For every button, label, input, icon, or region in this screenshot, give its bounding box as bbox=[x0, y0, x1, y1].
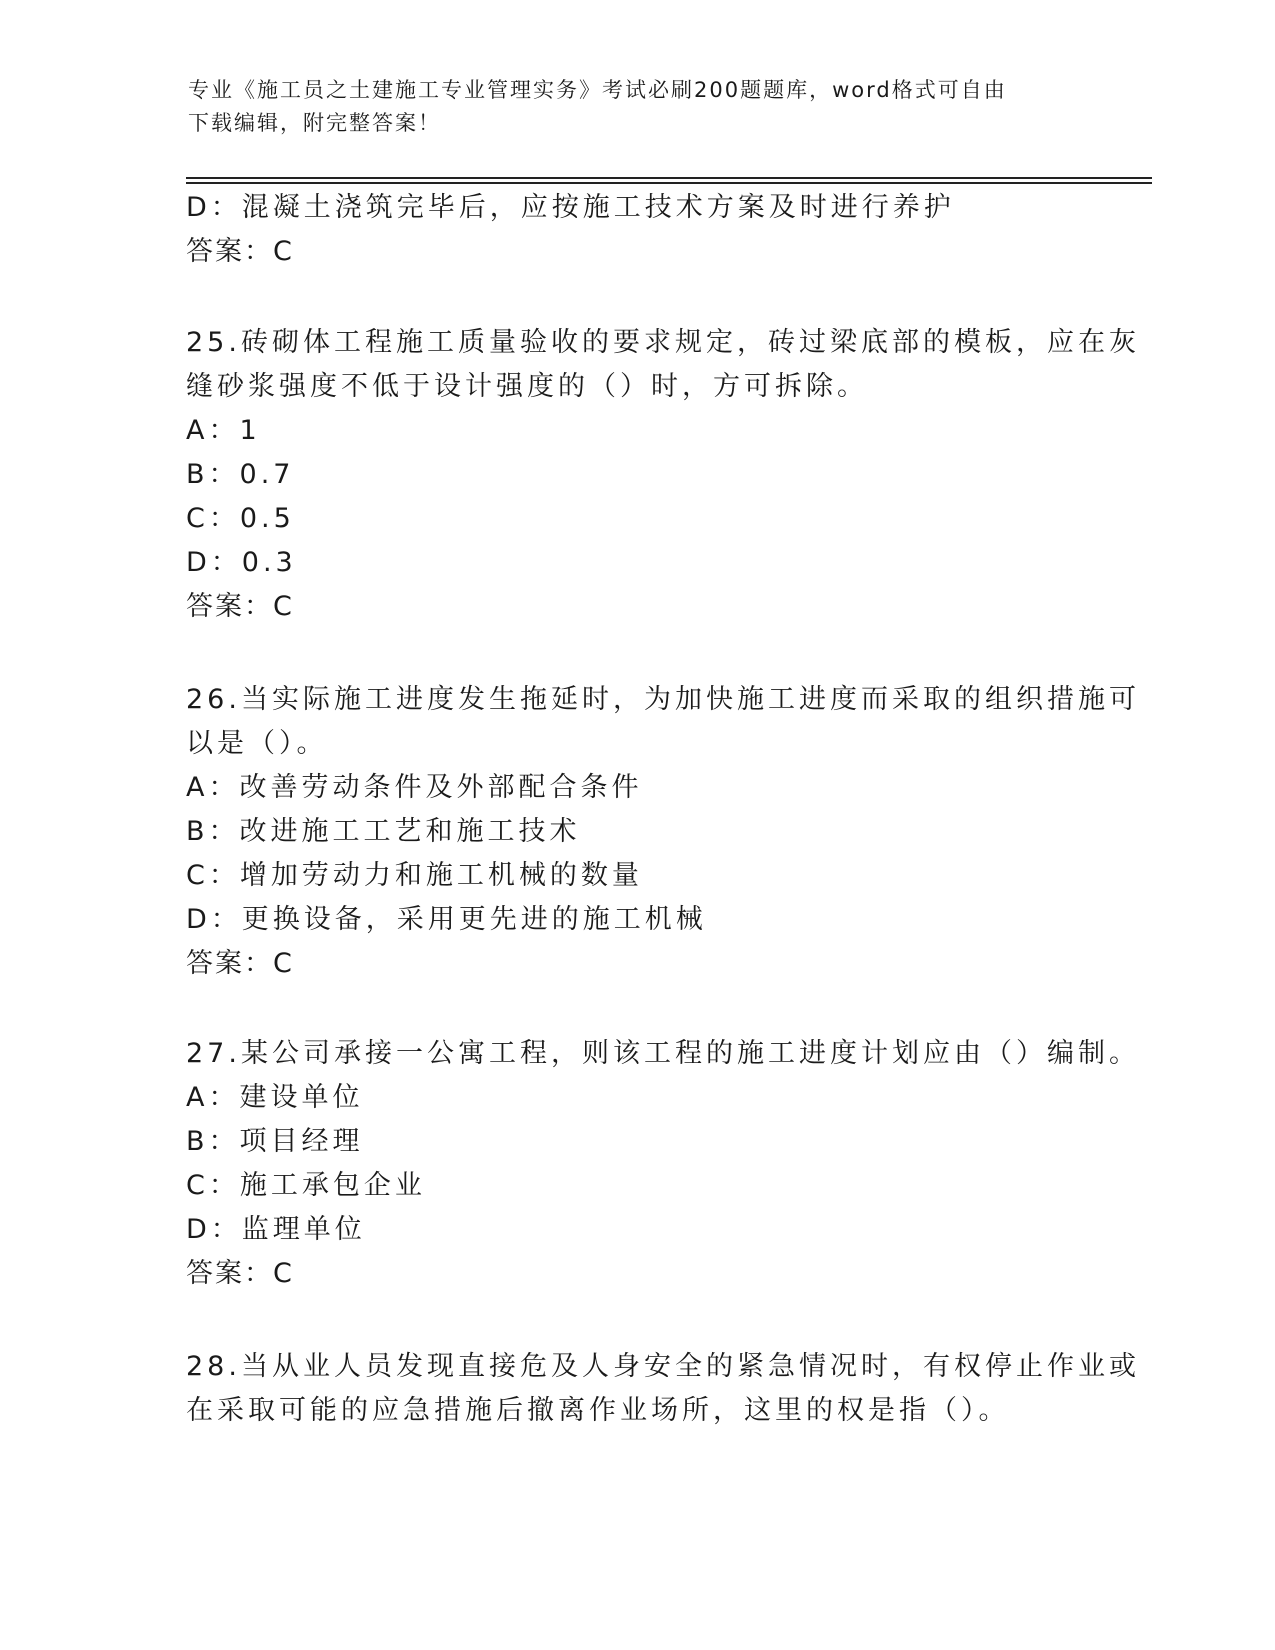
q28-stem-line-2: 在采取可能的应急措施后撤离作业场所，这里的权是指（）。 bbox=[186, 1395, 1010, 1426]
q25-answer: 答案：C bbox=[186, 591, 294, 622]
header-title-line-2: 下载编辑，附完整答案！ bbox=[188, 111, 441, 135]
q27-option-d: D：监理单位 bbox=[186, 1214, 366, 1245]
q25-option-b: B：0.7 bbox=[186, 459, 295, 490]
q28-stem-line-1: 28.当从业人员发现直接危及人身安全的紧急情况时，有权停止作业或 bbox=[186, 1351, 1140, 1382]
q25-option-a: A：1 bbox=[186, 415, 261, 446]
q27-answer: 答案：C bbox=[186, 1258, 294, 1289]
q27-option-a: A：建设单位 bbox=[186, 1082, 364, 1113]
q26-option-b: B：改进施工工艺和施工技术 bbox=[186, 816, 581, 847]
q26-stem-line-1: 26.当实际施工进度发生拖延时，为加快施工进度而采取的组织措施可 bbox=[186, 684, 1140, 715]
q27-option-b: B：项目经理 bbox=[186, 1126, 364, 1157]
document-header bbox=[188, 74, 1088, 140]
q24-option-d: D：混凝土浇筑完毕后，应按施工技术方案及时进行养护 bbox=[186, 192, 955, 223]
header-title-line-1: 专业《施工员之土建施工专业管理实务》考试必刷200题题库，word格式可自由 bbox=[188, 78, 1007, 102]
q27-option-c: C：施工承包企业 bbox=[186, 1170, 426, 1201]
q26-option-a: A：改善劳动条件及外部配合条件 bbox=[186, 772, 643, 803]
q26-option-d: D：更换设备，采用更先进的施工机械 bbox=[186, 904, 707, 935]
header-divider-bottom bbox=[186, 182, 1152, 184]
q25-stem-line-1: 25.砖砌体工程施工质量验收的要求规定，砖过梁底部的模板，应在灰 bbox=[186, 327, 1140, 358]
q25-stem-line-2: 缝砂浆强度不低于设计强度的（）时，方可拆除。 bbox=[186, 371, 868, 402]
header-divider-top bbox=[186, 177, 1152, 179]
q26-answer: 答案：C bbox=[186, 948, 294, 979]
q26-stem-line-2: 以是（）。 bbox=[186, 728, 328, 759]
q26-option-c: C：增加劳动力和施工机械的数量 bbox=[186, 860, 643, 891]
q24-answer: 答案：C bbox=[186, 236, 294, 267]
q27-stem-line-1: 27.某公司承接一公寓工程，则该工程的施工进度计划应由（）编制。 bbox=[186, 1038, 1140, 1069]
q25-option-d: D：0.3 bbox=[186, 547, 297, 578]
q25-option-c: C：0.5 bbox=[186, 503, 295, 534]
